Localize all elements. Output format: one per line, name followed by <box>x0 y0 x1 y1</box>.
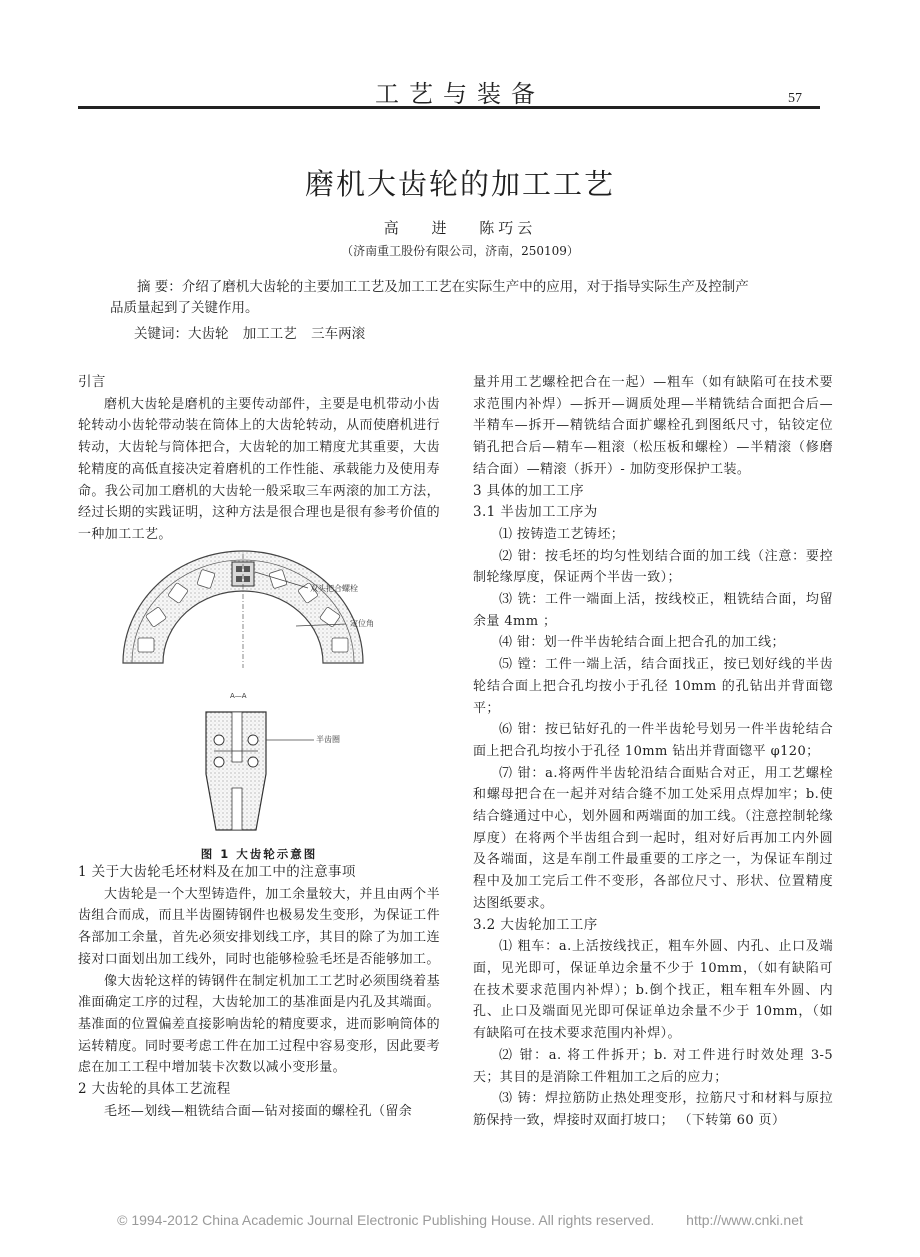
article-authors: 高 进 陈巧云 <box>383 219 537 237</box>
half-gear-step-3: ⑶ 铣：工件一端面上活，按线校正，粗铣结合面，均留余量 4mm ； <box>473 592 833 629</box>
page-number: 57 <box>788 91 802 106</box>
author-affiliation: （济南重工股份有限公司，济南，250109） <box>341 244 579 258</box>
section-3-1-heading: 3.1 半齿加工工序为 <box>473 504 598 521</box>
bolt-head-2 <box>244 566 250 572</box>
half-gear-step-6: ⑹ 钳：按已钻好孔的一件半齿轮号划另一件半齿轮结合面上把合孔均按小于孔径 10mm 钻出并背面锪平 φ120； <box>473 722 833 759</box>
footer <box>0 1212 920 1228</box>
abstract <box>110 277 822 319</box>
half-ring-label: 半齿圈 <box>316 735 340 744</box>
section-2-heading: 2 大齿轮的具体工艺流程 <box>78 1081 231 1098</box>
half-gear-step-7: ⑺ 钳：a.将两件半齿轮沿结合面贴合对正，用工艺螺栓和螺母把合在一起并对结合缝不加工处采用点焊加牢；b.使结合缝通过中心，划外圆和两端面的加工线。（注意控制轮缘厚度）在将两个半齿组合到一起时，组对好后再加工内外圆及各端面，这是车削工件最重要的工序之一，为保证车削过程中及加工完后工件不变形，各部位尺寸、形状、位置精度达图纸要求。 <box>473 765 833 911</box>
header-rule <box>78 106 820 109</box>
section-aa-label: A—A <box>230 692 247 700</box>
section-slot-lower <box>232 788 242 830</box>
article-title: 磨机大齿轮的加工工艺 <box>304 167 615 201</box>
section-1-paragraph-1: 大齿轮是一个大型铸造件，加工余量较大，并且由两个半齿组合而成，而且半齿圈铸钢件也极易发生变形，为保证工件各部加工余量，首先必须安排划线工序，其目的除了为加工连接对口面划出加工线外，同时也能够检验毛坯是否能够加工。 <box>78 886 440 967</box>
intro-heading: 引言 <box>78 374 106 390</box>
bolt-hole-3 <box>214 757 224 767</box>
half-gear-step-5: ⑸ 镗：工件一端上活，结合面找正，按已划好线的半齿轮结合面上把合孔均按小于孔径 10mm 的孔钻出并背面锪平； <box>473 657 833 716</box>
intro-paragraph: 磨机大齿轮是磨机的主要传动部件，主要是电机带动小齿轮转动小齿轮带动装在筒体上的大齿轮转动，从而使磨机进行转动，大齿轮与筒体把合，大齿轮的加工精度尤其重要，大齿轮精度的高低直接决定着磨机的工作性能、承载能力及使用寿命。我公司加工磨机的大齿轮一般采取三车两滚的加工方法，经过长期的实践证明，这种方法是很合理也是很有参考价值的一种加工工艺。 <box>78 396 440 542</box>
half-gear-step-2: ⑵ 钳：按毛坯的均匀性划结合面的加工线（注意：要控制轮缘厚度，保证两个半齿一致）； <box>473 548 833 586</box>
abstract-line-2: 品质量起到了关键作用。 <box>110 300 259 316</box>
gear-step-1: ⑴ 粗车：a.上活按线找正，粗车外圆、内孔、止口及端面，见光即可，保证单边余量不少于 10mm，（如有缺陷可在技术要求范围内补焊）；b.倒个找正，粗车粗车外圆、内孔、止口及端面见光即可保证单边余量不少于 10mm，（如有缺陷可在技术要求范围内补焊）。 <box>473 939 833 1042</box>
keywords: 关键词：大齿轮 加工工艺 三车两滚 <box>134 326 366 342</box>
half-gear-step-1: ⑴ 按铸造工艺铸坯； <box>499 526 625 542</box>
section-slot <box>232 712 242 762</box>
gear-diagram <box>118 548 418 848</box>
left-column-bottom <box>78 862 440 1122</box>
copyright-notice: © 1994-2012 China Academic Journal Electronic Publishing House. All rights reserved. <box>117 1212 655 1228</box>
section-1-heading: 1 关于大齿轮毛坯材料及在加工中的注意事项 <box>78 864 356 880</box>
bolt-head-4 <box>244 576 250 582</box>
bolt-head-1 <box>236 566 242 572</box>
locating-label: 定位角 <box>350 619 374 628</box>
gear-step-2: ⑵ 钳：a. 将工件拆开；b. 对工件进行时效处理 3-5 天；其目的是消除工件粗加工之后的应力； <box>473 1047 833 1085</box>
section-1-paragraph-2: 像大齿轮这样的铸钢件在制定机加工工艺时必须围绕着基准面确定工序的过程，大齿轮加工的基准面是内孔及其端面。基准面的位置偏差直接影响齿轮的精度要求，进而影响筒体的运转精度。同时要考虑工件在加工过程中容易变形，因此要考虑在加工工程中增加装卡次数以减小变形量。 <box>78 973 440 1076</box>
section-3-heading: 3 具体的加工工序 <box>473 482 584 499</box>
half-gear-step-4: ⑷ 钳：划一件半齿轮结合面上把合孔的加工线； <box>499 635 785 651</box>
right-column <box>473 372 833 1132</box>
gear-step-3: ⑶ 铸：焊拉筋防止热处理变形，拉筋尺寸和材料与原拉筋保持一致，焊接时双面打坡口； （下转第 60 页） <box>473 1091 833 1128</box>
bolt-label: 双头把合螺栓 <box>310 584 358 593</box>
section-2-paragraph: 毛坯—划线—粗铣结合面—钻对接面的螺栓孔（留余 <box>104 1103 413 1119</box>
figure-caption: 图 1 大齿轮示意图 <box>200 847 318 861</box>
bolt-hole-1 <box>214 735 224 745</box>
bolt-hole-4 <box>248 757 258 767</box>
left-column-top <box>78 372 440 546</box>
journal-section-header: 工艺与装备 <box>375 80 545 108</box>
abstract-line-1: 摘 要：介绍了磨机大齿轮的主要加工工艺及加工工艺在实际生产中的应用，对于指导实际生产及控制产 <box>137 279 749 295</box>
bolt-hole-2 <box>248 735 258 745</box>
process-flow-continued: 量并用工艺螺栓把合在一起）—粗车（如有缺陷可在技术要求范围内补焊）—拆开—调质处理—半精铣结合面把合后—半精车—拆开—精铣结合面扩螺栓孔到图纸尺寸，钻铰定位销孔把合后—精车—粗滚（松压板和螺栓）—半精滚（修磨结合面）—精滚（拆开）- 加防变形保护工装。 <box>473 375 833 477</box>
section-3-2-heading: 3.2 大齿轮加工工序 <box>473 916 598 933</box>
publisher-url[interactable]: http://www.cnki.net <box>686 1212 803 1228</box>
bolt-head-3 <box>236 576 242 582</box>
